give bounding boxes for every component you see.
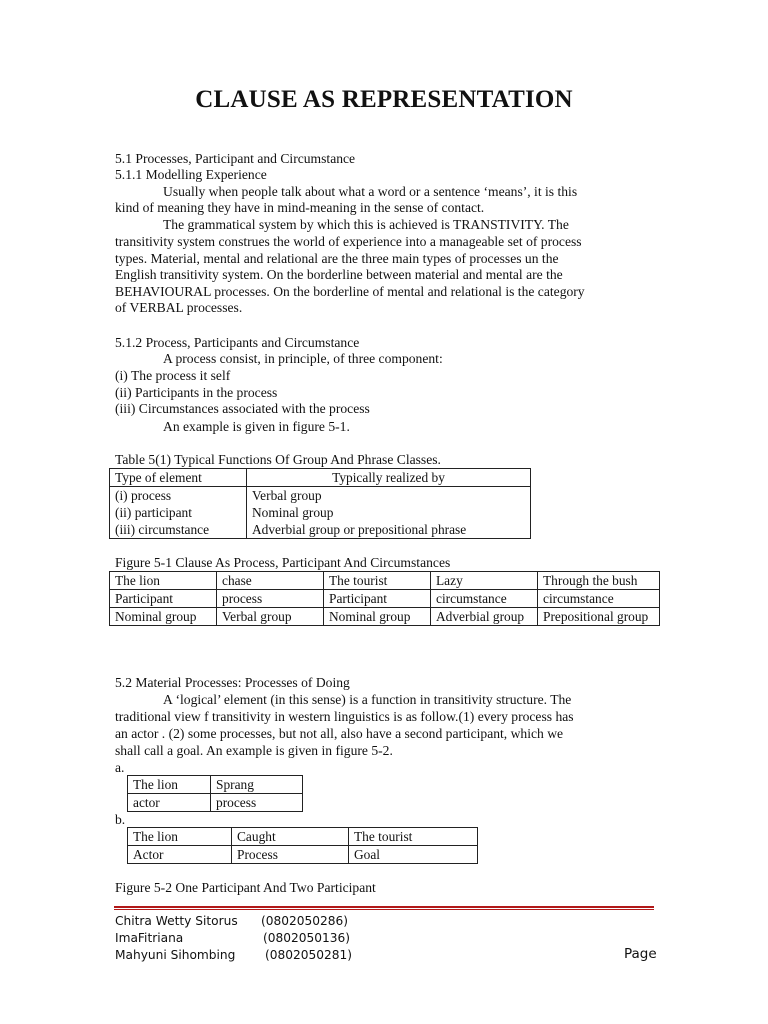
- list-item: (i) The process it self: [115, 368, 231, 383]
- paragraph-line: BEHAVIOURAL processes. On the borderline of mental and relational is the category: [115, 284, 585, 299]
- table-cell: Participant: [324, 590, 431, 608]
- table-cell: Nominal group: [324, 608, 431, 626]
- table-cell: (ii) participant: [110, 504, 247, 521]
- section-heading-5-2: 5.2 Material Processes: Processes of Doing: [115, 675, 350, 690]
- list-item: (iii) Circumstances associated with the process: [115, 401, 370, 416]
- author-id: (0802050136): [263, 931, 351, 945]
- table-cell: process: [217, 590, 324, 608]
- table-cell: Lazy: [431, 572, 538, 590]
- table-cell: circumstance: [431, 590, 538, 608]
- table-cell: actor: [128, 794, 211, 812]
- two-participant-table: [127, 827, 478, 864]
- table-header-cell: Typically realized by: [247, 469, 531, 487]
- table-cell: process: [211, 794, 303, 812]
- table-cell: Verbal group: [217, 608, 324, 626]
- paragraph-line: transitivity system construes the world of experience into a manageable set of process: [115, 234, 582, 249]
- table-cell: (iii) circumstance: [110, 521, 247, 539]
- table-row: [110, 590, 660, 608]
- footer-author: [115, 913, 349, 929]
- table-cell: Sprang: [211, 776, 303, 794]
- table-row: [110, 504, 531, 521]
- paragraph-line: of VERBAL processes.: [115, 300, 243, 315]
- table-caption: Table 5(1) Typical Functions Of Group And Phrase Classes.: [115, 452, 441, 467]
- paragraph-line: English transitivity system. On the borderline between material and mental are the: [115, 267, 563, 282]
- table-row: [110, 487, 531, 505]
- table-cell: Adverbial group: [431, 608, 538, 626]
- table-cell: circumstance: [538, 590, 660, 608]
- table-cell: Caught: [232, 828, 349, 846]
- table-cell: The lion: [128, 776, 211, 794]
- list-item: (ii) Participants in the process: [115, 385, 278, 400]
- figure-caption: Figure 5-2 One Participant And Two Participant: [115, 880, 376, 895]
- table-row: [110, 521, 531, 539]
- example-label-a: a.: [115, 760, 125, 775]
- table-cell: Process: [232, 846, 349, 864]
- table-cell: chase: [217, 572, 324, 590]
- table-row: [110, 608, 660, 626]
- section-heading-5-1: 5.1 Processes, Participant and Circumstance: [115, 151, 356, 166]
- paragraph-line: The grammatical system by which this is achieved is TRANSTIVITY. The: [163, 217, 569, 232]
- paragraph-line: an actor . (2) some processes, but not all, also have a second participant, which we: [115, 726, 564, 741]
- page-title: CLAUSE AS REPRESENTATION: [195, 86, 573, 113]
- section-heading-5-1-1: 5.1.1 Modelling Experience: [115, 167, 267, 182]
- author-name: Chitra Wetty Sitorus: [115, 914, 238, 928]
- page-label: Page: [624, 946, 657, 962]
- paragraph-line: traditional view f transitivity in western linguistics is as follow.(1) every process has: [115, 709, 574, 724]
- table-cell: Nominal group: [247, 504, 531, 521]
- element-types-table: [109, 468, 531, 539]
- table-cell: The tourist: [324, 572, 431, 590]
- footer-rule: [114, 906, 654, 908]
- table-cell: Adverbial group or prepositional phrase: [247, 521, 531, 539]
- table-row: [128, 828, 478, 846]
- table-cell: Participant: [110, 590, 217, 608]
- footer-author: [115, 947, 353, 963]
- table-row: [110, 572, 660, 590]
- author-name: ImaFitriana: [115, 931, 184, 945]
- table-cell: Verbal group: [247, 487, 531, 505]
- paragraph-line: Usually when people talk about what a word or a sentence ‘means’, it is this: [163, 184, 578, 199]
- table-cell: Prepositional group: [538, 608, 660, 626]
- footer-author: [115, 930, 351, 946]
- table-row: [128, 776, 303, 794]
- table-cell: (i) process: [110, 487, 247, 505]
- table-cell: The lion: [128, 828, 232, 846]
- paragraph-line: A ‘logical’ element (in this sense) is a function in transitivity structure. The: [163, 692, 572, 707]
- paragraph-line: An example is given in figure 5-1.: [163, 419, 350, 434]
- table-cell: Goal: [349, 846, 478, 864]
- example-label-b: b.: [115, 812, 126, 827]
- table-cell: The lion: [110, 572, 217, 590]
- author-id: (0802050281): [265, 948, 353, 962]
- table-cell: Actor: [128, 846, 232, 864]
- paragraph-line: shall call a goal. An example is given in figure 5-2.: [115, 743, 393, 758]
- table-cell: Nominal group: [110, 608, 217, 626]
- footer-rule-thin: [114, 909, 654, 910]
- paragraph-line: A process consist, in principle, of three component:: [163, 351, 443, 366]
- one-participant-table: [127, 775, 303, 812]
- table-row: [128, 794, 303, 812]
- table-header-cell: Type of element: [110, 469, 247, 487]
- clause-analysis-table: [109, 571, 660, 626]
- figure-caption: Figure 5-1 Clause As Process, Participant And Circumstances: [115, 555, 451, 570]
- author-id: (0802050286): [261, 914, 349, 928]
- section-heading-5-1-2: 5.1.2 Process, Participants and Circumstance: [115, 335, 360, 350]
- paragraph-line: types. Material, mental and relational are the three main types of processes un the: [115, 251, 559, 266]
- table-cell: The tourist: [349, 828, 478, 846]
- table-header-row: [110, 469, 531, 487]
- paragraph-line: kind of meaning they have in mind-meaning in the sense of contact.: [115, 200, 485, 215]
- table-cell: Through the bush: [538, 572, 660, 590]
- author-name: Mahyuni Sihombing: [115, 948, 236, 962]
- table-row: [128, 846, 478, 864]
